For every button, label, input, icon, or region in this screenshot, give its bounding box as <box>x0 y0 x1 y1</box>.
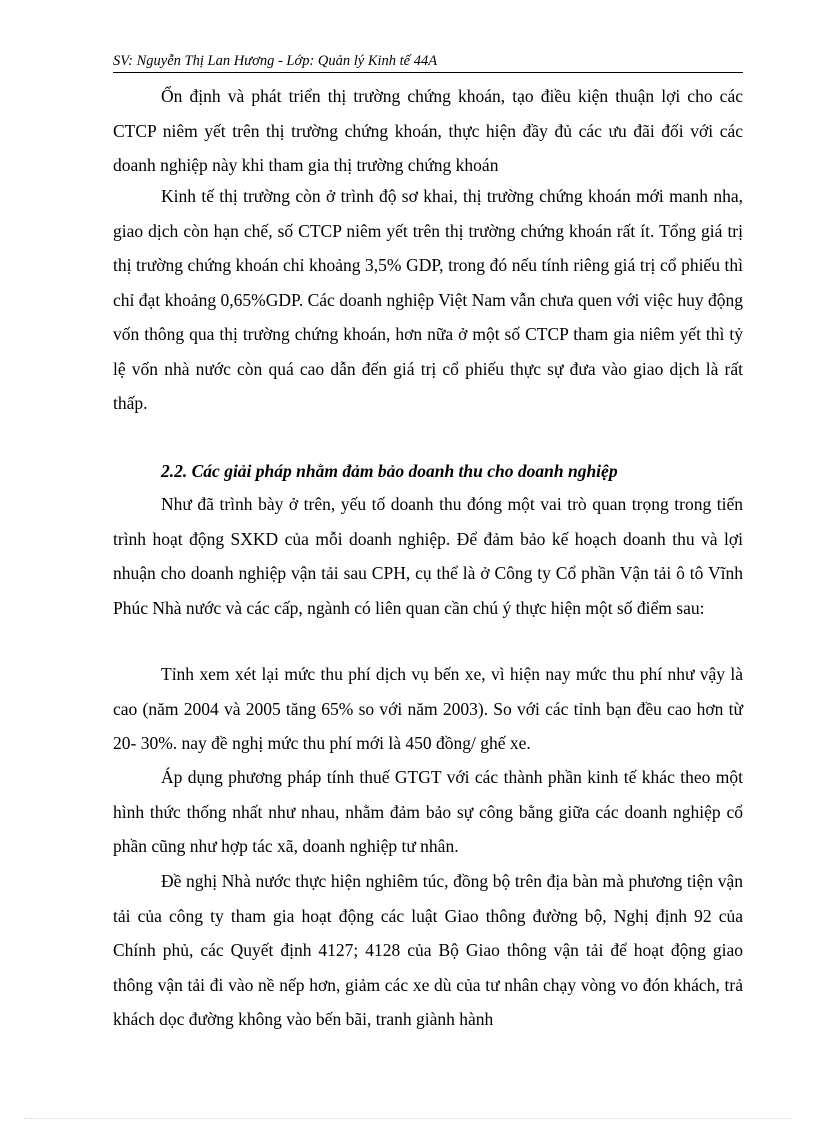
paragraph-5: Áp dụng phương pháp tính thuế GTGT với các thành phần kinh tế khác theo một hình thức thống nhất như nhau, nhằm đảm bảo sự công bằng giữa các doanh nghiệp cổ phần cũng như hợp tác xã, doanh nghiệp tư nhân. <box>113 767 743 856</box>
paragraph-6: Đề nghị Nhà nước thực hiện nghiêm túc, đồng bộ trên địa bàn mà phương tiện vận tải của công ty tham gia hoạt động các luật Giao thông đường bộ, Nghị định 92 của Chính phủ, các Quyết định 4127; 4128 của Bộ Giao thông vận tải để hoạt động giao thông vận tải đi vào nề nếp hơn, giảm các xe dù của tư nhân chạy vòng vo đón khách, trả khách dọc đường không vào bến bãi, tranh giành hành <box>113 871 743 1029</box>
paragraph-3: Như đã trình bày ở trên, yếu tố doanh thu đóng một vai trò quan trọng trong tiến trình hoạt động SXKD của mỗi doanh nghiệp. Để đảm bảo kế hoạch doanh thu và lợi nhuận cho doanh nghiệp vận tải sau CPH, cụ thể là ở Công ty Cổ phần Vận tải ô tô Vĩnh Phúc Nhà nước và các cấp, ngành có liên quan cần chú ý thực hiện một số điểm sau: <box>113 494 743 618</box>
paragraph-4: Tỉnh xem xét lại mức thu phí dịch vụ bến xe, vì hiện nay mức thu phí như vậy là cao (năm 2004 và 2005 tăng 65% so với năm 2003). So với các tỉnh bạn đều cao hơn từ 20- 30%. nay đề nghị mức thu phí mới là 450 đồng/ ghế xe. <box>113 664 743 753</box>
paragraph-1: Ổn định và phát triển thị trường chứng khoán, tạo điều kiện thuận lợi cho các CTCP niêm yết trên thị trường chứng khoán, thực hiện đầy đủ các ưu đãi đối với các doanh nghiệp này khi tham gia thị trường chứng khoán <box>113 86 743 175</box>
paragraph-2: Kinh tế thị trường còn ở trình độ sơ khai, thị trường chứng khoán mới manh nha, giao dịch còn hạn chế, số CTCP niêm yết trên thị trường chứng khoán rất ít. Tổng giá trị thị trường chứng khoán chỉ khoảng 3,5% GDP, trong đó nếu tính riêng giá trị cổ phiếu thì chỉ đạt khoảng 0,65%GDP. Các doanh nghiệp Việt Nam vẫn chưa quen với việc huy động vốn thông qua thị trường chứng khoán, hơn nữa ở một số CTCP tham gia niêm yết thì tỷ lệ vốn nhà nước còn quá cao dẫn đến giá trị cổ phiếu thực sự đưa vào giao dịch là rất thấp. <box>113 186 743 413</box>
footer-divider <box>24 1118 792 1119</box>
section-heading: 2.2. Các giải pháp nhằm đảm bảo doanh thu cho doanh nghiệp <box>161 461 618 481</box>
page-header: SV: Nguyễn Thị Lan Hương - Lớp: Quản lý Kinh tế 44A <box>113 53 438 69</box>
header-divider <box>113 72 743 73</box>
